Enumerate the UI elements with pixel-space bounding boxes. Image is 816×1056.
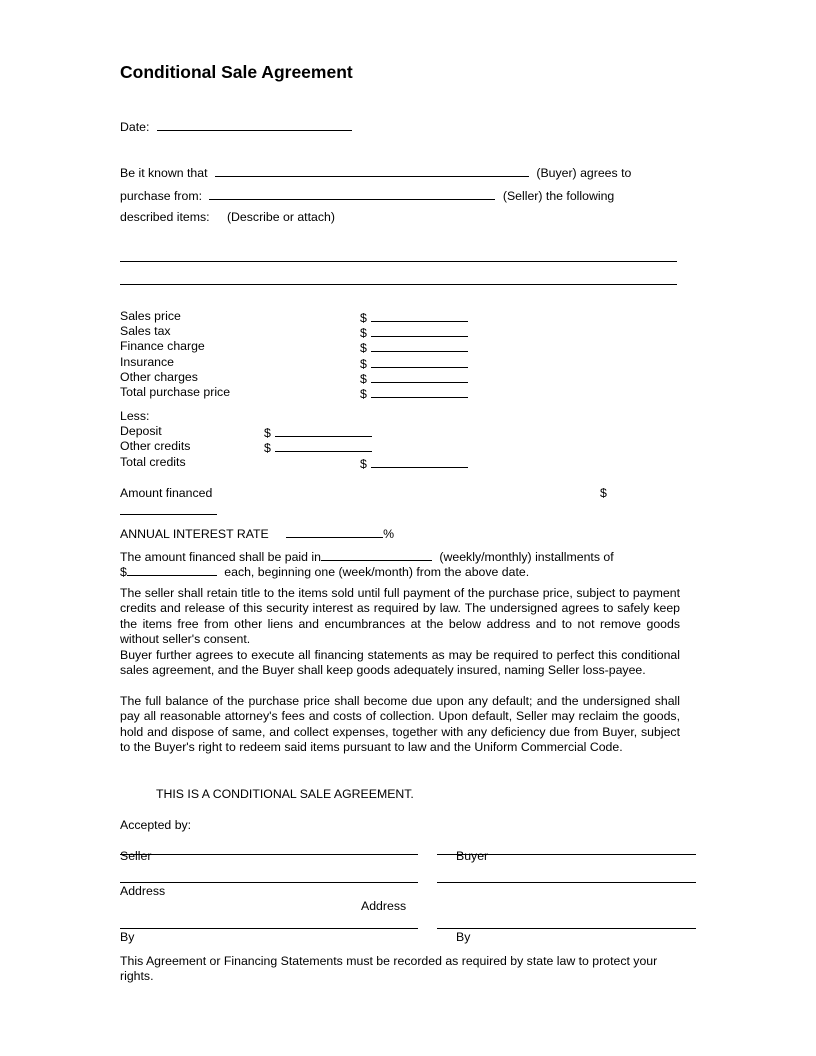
installments-text: each, beginning one (week/month) from the above date. <box>224 565 530 579</box>
intro-line-2 <box>120 187 614 204</box>
buyer-by-label: By <box>456 930 471 944</box>
items-line-2[interactable] <box>120 284 677 285</box>
intro-text: Be it known that <box>120 166 208 180</box>
deposit-amount[interactable]: $ <box>264 424 372 441</box>
terms-paragraph-3: The full balance of the purchase price shall become due upon any default; and the undersigned shall pay all reasonable attorney's fees and costs of collection. Upon default, Seller may reclaim the goods, hold and dispose of same, and collect expenses, together with any deficiency due from Buyer, subject to the Buyer's right to redeem said items pursuant to law and the Uniform Commercial Code. <box>120 694 680 755</box>
charge-insurance-label: Insurance <box>120 355 175 369</box>
date-field[interactable] <box>157 118 352 131</box>
installments-line-2 <box>120 563 529 580</box>
charge-total-label: Total purchase price <box>120 385 231 399</box>
intro-text: purchase from: <box>120 189 203 203</box>
buyer-name-field[interactable] <box>215 164 529 177</box>
date-label: Date: <box>120 120 150 134</box>
accepted-by-label: Accepted by: <box>120 818 192 832</box>
interest-rate-label: ANNUAL INTEREST RATE <box>120 527 269 541</box>
charge-other-label: Other charges <box>120 370 198 384</box>
amount-financed-label: Amount financed <box>120 486 213 500</box>
buyer-address-label: Address <box>361 899 407 913</box>
buyer-address-line[interactable] <box>437 882 696 883</box>
terms-paragraph-2: Buyer further agrees to execute all financing statements as may be required to perfect this conditional sales agreement, and the Buyer shall keep goods adequately insured, naming Seller loss-payee. <box>120 648 680 678</box>
intro-line-3 <box>120 210 335 225</box>
insurance-amount[interactable]: $ <box>360 355 468 372</box>
seller-label: Seller <box>120 849 152 863</box>
seller-signature-line[interactable] <box>120 854 418 855</box>
conditional-sale-notice: THIS IS A CONDITIONAL SALE AGREEMENT. <box>156 787 414 801</box>
intro-text: (Buyer) agrees to <box>536 166 632 180</box>
seller-by-label: By <box>120 930 135 944</box>
charge-sales-price-label: Sales price <box>120 309 181 323</box>
terms-paragraph-1: The seller shall retain title to the items sold until full payment of the purchase price, subject to payment credits and release of this security interest as required by law. The undersigned agrees to safely keep the items free from other liens and encumbrances at the below address and to not remove goods without seller's consent. <box>120 586 680 647</box>
recording-notice: This Agreement or Financing Statements must be recorded as required by state law to protect your rights. <box>120 954 658 984</box>
seller-name-field[interactable] <box>209 187 495 200</box>
installments-text: (weekly/monthly) installments of <box>439 550 614 564</box>
sales-price-amount[interactable]: $ <box>360 309 468 326</box>
intro-text: (Seller) the following <box>502 189 615 203</box>
intro-text: described items: <box>120 210 210 224</box>
installments-count-field[interactable] <box>321 548 432 561</box>
buyer-by-line[interactable] <box>437 928 696 929</box>
amount-financed-currency: $ <box>600 486 607 500</box>
intro-line-1 <box>120 164 631 181</box>
date-row <box>120 118 352 135</box>
finance-charge-amount[interactable]: $ <box>360 339 468 356</box>
page-title: Conditional Sale Agreement <box>120 62 353 82</box>
installments-text: $ <box>120 565 127 579</box>
items-line-1[interactable] <box>120 261 677 262</box>
installment-amount-field[interactable] <box>127 563 217 576</box>
deposit-label: Deposit <box>120 424 162 438</box>
seller-address-label: Address <box>120 884 166 898</box>
less-label: Less: <box>120 409 150 423</box>
other-credits-label: Other credits <box>120 439 191 453</box>
total-credits-label: Total credits <box>120 455 186 469</box>
other-charges-amount[interactable]: $ <box>360 370 468 387</box>
intro-text: (Describe or attach) <box>226 210 335 224</box>
percent-sign: % <box>383 527 395 541</box>
interest-rate-field[interactable] <box>286 525 383 538</box>
charge-sales-tax-label: Sales tax <box>120 324 171 338</box>
interest-rate-row <box>120 525 394 542</box>
buyer-label: Buyer <box>456 849 489 863</box>
amount-financed-field[interactable] <box>120 514 217 515</box>
sales-tax-amount[interactable]: $ <box>360 324 468 341</box>
other-credits-amount[interactable]: $ <box>264 439 372 456</box>
total-credits-amount[interactable]: $ <box>360 455 468 472</box>
total-purchase-amount[interactable]: $ <box>360 385 468 402</box>
charge-finance-label: Finance charge <box>120 339 205 353</box>
seller-by-line[interactable] <box>120 928 418 929</box>
installments-text: The amount financed shall be paid in <box>120 550 321 564</box>
seller-address-line[interactable] <box>120 882 418 883</box>
